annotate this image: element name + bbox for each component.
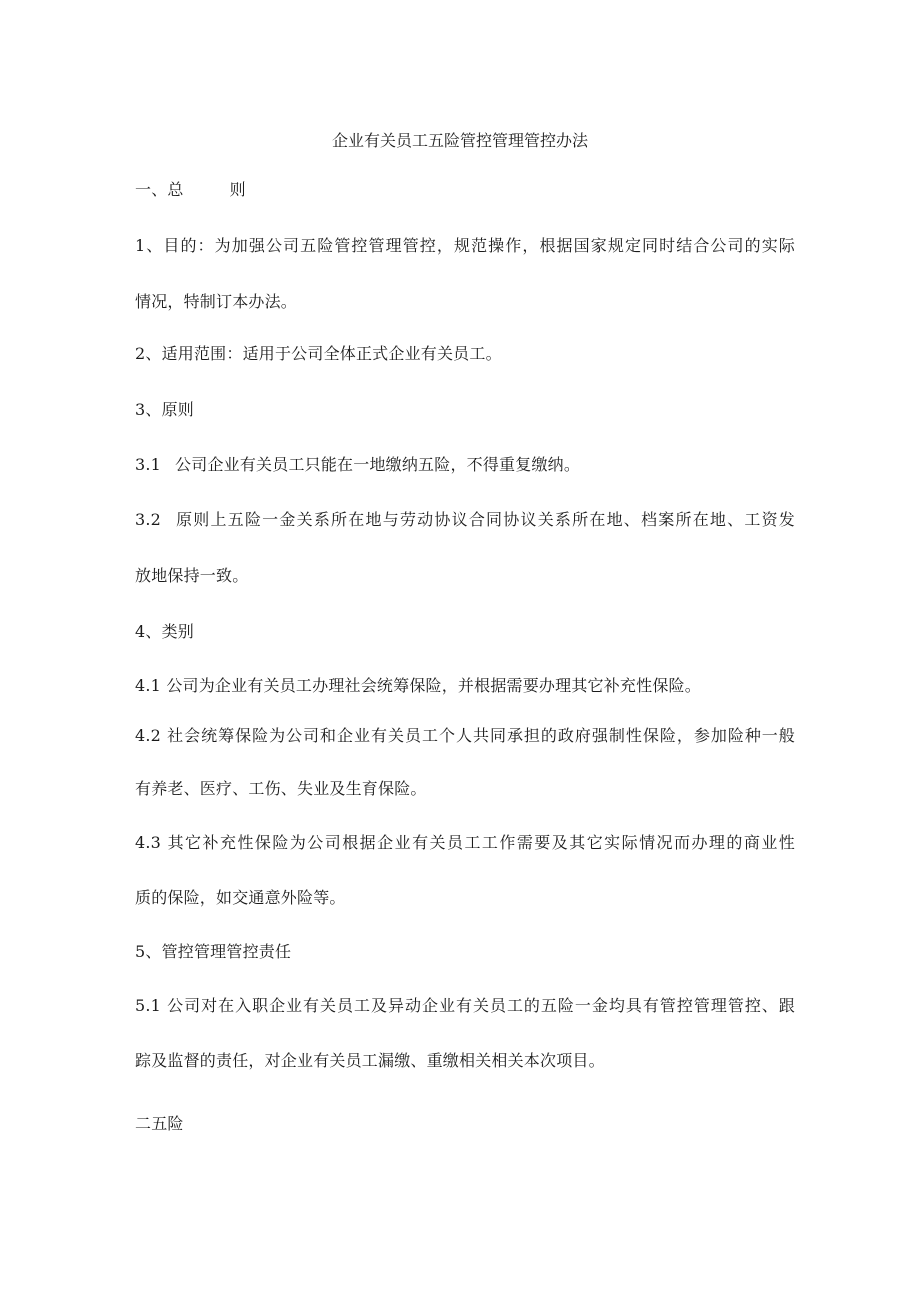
paragraph-purpose-line1: 1、目的：为加强公司五险管控管理管控，规范操作，根据国家规定同时结合公司的实际	[135, 236, 795, 255]
section-heading-five-insurances: 二五险	[135, 1114, 184, 1133]
paragraph-4-2-line1: 4.2 社会统筹保险为公司和企业有关员工个人共同承担的政府强制性保险，参加险种一般	[135, 726, 795, 745]
heading-categories: 4、类别	[135, 622, 194, 641]
clause-text: 公司企业有关员工只能在一地缴纳五险，不得重复缴纳。	[175, 455, 581, 474]
paragraph-scope: 2、适用范围：适用于公司全体正式企业有关员工。	[135, 344, 502, 363]
clause-text: 原则上五险一金关系所在地与劳动协议合同协议关系所在地、档案所在地、工资发	[175, 510, 795, 529]
heading-part-a: 一、总	[135, 180, 184, 199]
paragraph-4-2-line2: 有养老、医疗、工伤、失业及生育保险。	[135, 779, 427, 798]
clause-number: 3.2	[135, 510, 162, 529]
paragraph-4-3-line1: 4.3 其它补充性保险为公司根据企业有关员工工作需要及其它实际情况而办理的商业性	[135, 833, 795, 852]
paragraph-5-1-line2: 踪及监督的责任，对企业有关员工漏缴、重缴相关相关本次项目。	[135, 1051, 605, 1070]
clause-number: 3.1	[135, 455, 162, 474]
paragraph-3-2-line1	[135, 510, 795, 530]
document-title: 企业有关员工五险管控管理管控办法	[331, 131, 588, 150]
heading-part-b: 则	[229, 180, 246, 199]
paragraph-4-3-line2: 质的保险，如交通意外险等。	[135, 888, 346, 907]
section-heading-general	[135, 180, 795, 200]
heading-responsibility: 5、管控管理管控责任	[135, 942, 292, 961]
paragraph-3-2-line2: 放地保持一致。	[135, 566, 249, 585]
paragraph-5-1-line1: 5.1 公司对在入职企业有关员工及异动企业有关员工的五险一金均具有管控管理管控、跟	[135, 996, 795, 1015]
paragraph-4-1: 4.1 公司为企业有关员工办理社会统筹保险，并根据需要办理其它补充性保险。	[135, 676, 701, 695]
heading-principles: 3、原则	[135, 400, 194, 419]
paragraph-purpose-line2: 情况，特制订本办法。	[135, 292, 298, 311]
paragraph-3-1	[135, 455, 795, 475]
